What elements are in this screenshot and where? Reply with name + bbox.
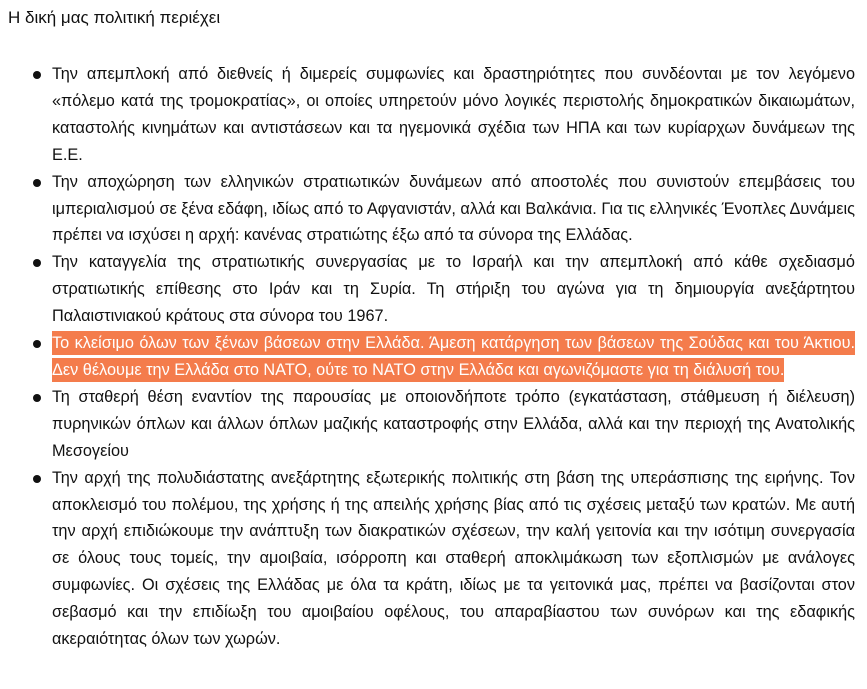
list-item-text: Την αρχή της πολυδιάστατης ανεξάρτητης εξωτερικής πολιτικής στη βάση της υπεράσπισης της ειρήνης. Τον αποκλεισμό του πολέμου, της χρήσης ή της απειλής χρήσης βίας από τις σχέσεις μεταξύ των κρατών. Με αυτή την αρχή επιδιώκουμε την ανάπτυξη των διακρατικών σχέσεων, την καλή γειτονία και την ισότιμη συνεργασία σε όλους τους τομείς, την αμοιβαία, ισόρροπη και σταθερή αποκλιμάκωση των εξοπλισμών με ανάλογες συμφωνίες. Οι σχέσεις της Ελλάδας με όλα τα κράτη, ιδίως με τα γειτονικά μας, πρέπει να βασίζονται στον σεβασμό και την επιδίωξη του αμοιβαίου οφέλους, του απαραβίαστου των συνόρων και της εδαφικής ακεραιότητας όλων των χωρών. — [52, 468, 855, 649]
list-item — [0, 169, 855, 250]
list-item — [0, 249, 855, 330]
list-item — [0, 465, 855, 653]
list-item-highlighted — [0, 330, 855, 384]
bullet-icon — [33, 71, 41, 79]
list-item-text: Τη σταθερή θέση εναντίον της παρουσίας με οποιονδήποτε τρόπο (εγκατάσταση, στάθμευση ή διέλευση) πυρηνικών όπλων και άλλων όπλων μαζικής καταστροφής στην Ελλάδα, αλλά και την περιοχή της Ανατολικής Μεσογείου — [52, 387, 855, 460]
policy-list — [0, 61, 855, 653]
page-heading: Η δική μας πολιτική περιέχει — [8, 8, 221, 27]
list-item-text: Την αποχώρηση των ελληνικών στρατιωτικών δυνάμεων από αποστολές που συνιστούν επεμβάσεις του ιμπεριαλισμού σε ξένα εδάφη, ιδίως από το Αφγανιστάν, αλλά και Βαλκάνια. Για τις ελληνικές Ένοπλες Δυνάμεις πρέπει να ισχύσει η αρχή: κανένας στρατιώτης έξω από τα σύνορα της Ελλάδας. — [52, 172, 855, 245]
bullet-icon — [33, 340, 41, 348]
bullet-icon — [33, 179, 41, 187]
list-item — [0, 384, 855, 465]
bullet-icon — [33, 394, 41, 402]
list-item-text: Την καταγγελία της στρατιωτικής συνεργασίας με το Ισραήλ και την απεμπλοκή από κάθε σχεδιασμό στρατιωτικής επίθεσης στο Ιράν και τη Συρία. Τη στήριξη του αγώνα για τη δημιουργία ανεξάρτητου Παλαιστινιακού κράτους στα σύνορα του 1967. — [52, 253, 855, 326]
list-item — [0, 61, 855, 169]
bullet-icon — [33, 475, 41, 483]
bullet-icon — [33, 259, 41, 267]
highlighted-text: Το κλείσιμο όλων των ξένων βάσεων στην Ελλάδα. Άμεση κατάργηση των βάσεων της Σούδας και του Άκτιου. Δεν θέλουμε την Ελλάδα στο ΝΑΤΟ, ούτε το ΝΑΤΟ στην Ελλάδα και αγωνιζόμαστε για τη διάλυσή του. — [52, 331, 855, 382]
list-item-text: Την απεμπλοκή από διεθνείς ή διμερείς συμφωνίες και δραστηριότητες που συνδέονται με τον λεγόμενο «πόλεμο κατά της τρομοκρατίας», οι οποίες υπηρετούν μόνο λογικές περιστολής δημοκρατικών δικαιωμάτων, καταστολής κινημάτων και αντιστάσεων και τα ηγεμονικά σχέδια των ΗΠΑ και των κυρίαρχων δυνάμεων της Ε.Ε. — [52, 65, 855, 164]
